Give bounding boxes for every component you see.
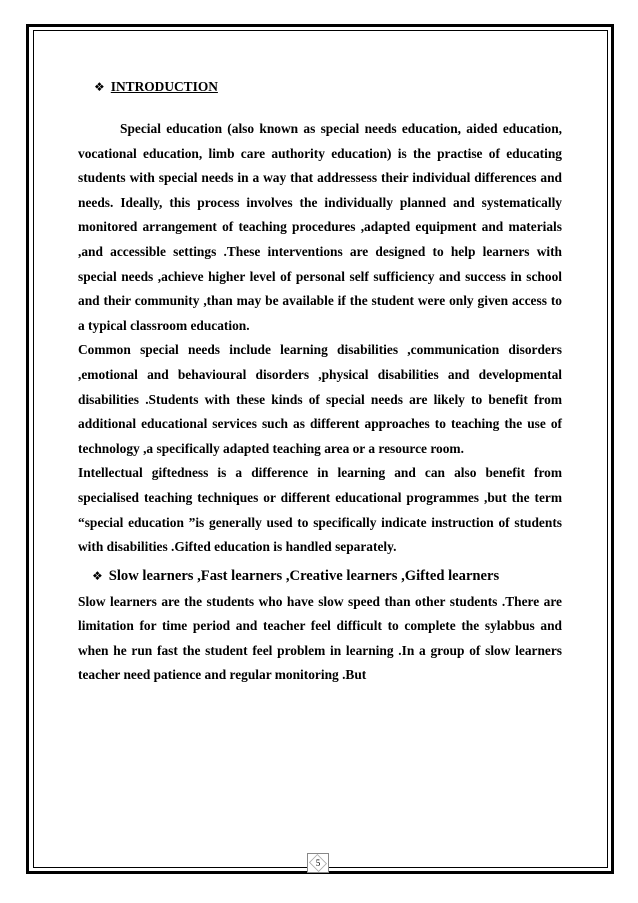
page-number-badge (307, 853, 329, 873)
paragraph: Common special needs include learning disabilities ,communication disorders ,emotional and behavioural disorders ,physical disabilities and developmental disabilities .Students with these kinds of special needs are likely to benefit from additional educational services such as different approaches to teaching the use of technology ,a specifically adapted teaching area or a resource room. (78, 342, 562, 456)
paragraph: Slow learners are the students who have slow speed than other students .There are limitation for time period and teacher feel difficult to complete the sylabbus and when he run fast the student feel problem in learning .In a group of slow learners teacher need patience and regular monitoring .But (78, 593, 562, 683)
paragraph: Intellectual giftedness is a difference in learning and can also benefit from specialised teaching techniques or different educational programmes ,but the term “special education ”is generally used to specifically indicate instruction of students with disabilities .Gifted education is handled separately. (78, 465, 562, 555)
section-heading-introduction (78, 74, 562, 100)
diamond-bullet-icon: ❖ (94, 80, 105, 94)
paragraph: Special education (also known as special needs education, aided education, vocational education, limb care authority education) is the practise of educating students with special needs in a way that addressess their individual differences and needs. Ideally, this process involves the individually planned and systematically monitored arrangement of teaching procedures ,adapted equipment and materials ,and accessible settings .These interventions are designed to help learners with special needs ,achieve higher level of personal self sufficiency and success in school and their community ,than may be available if the student were only given access to a typical classroom education. (78, 121, 562, 333)
diamond-bullet-icon: ❖ (92, 568, 103, 583)
section-title: Slow learners ,Fast learners ,Creative learners ,Gifted learners (108, 567, 500, 584)
page-number: 5 (315, 858, 321, 868)
section-heading-learners (78, 562, 562, 590)
document-body (78, 74, 562, 688)
section-title: INTRODUCTION (110, 79, 218, 94)
